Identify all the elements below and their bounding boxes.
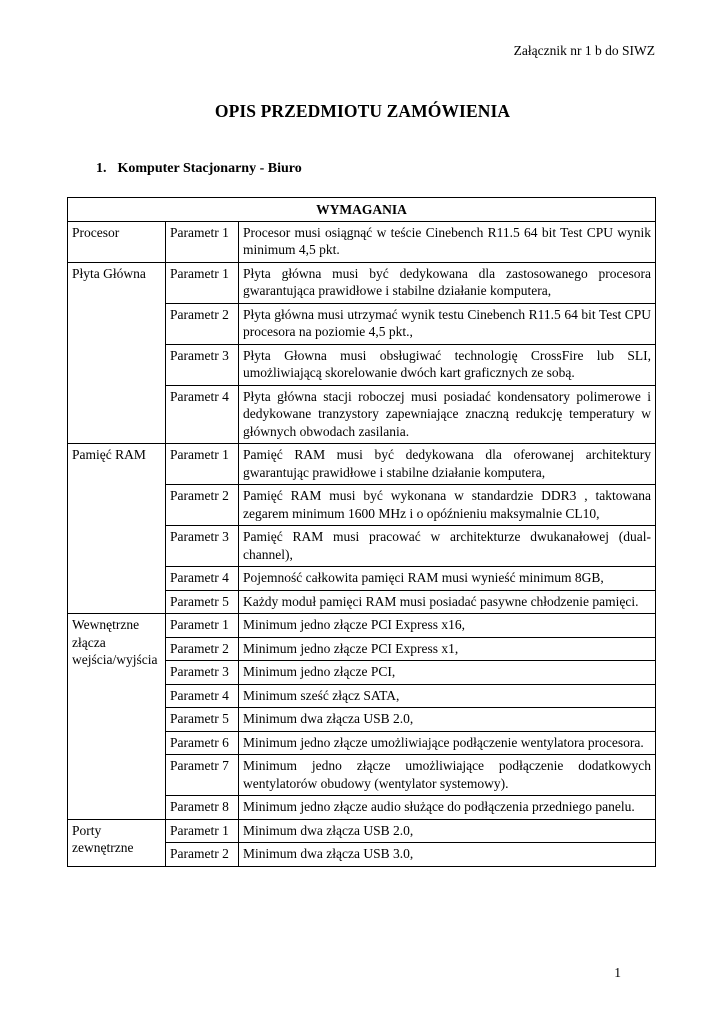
requirement-text: Minimum jedno złącze umożliwiające podłączenie dodatkowych wentylatorów obudowy (wentylator systemowy). [239, 755, 656, 796]
requirement-text: Minimum dwa złącza USB 2.0, [239, 708, 656, 732]
component-label: Wewnętrzne złącza wejścia/wyjścia [68, 614, 166, 820]
requirements-table-body [68, 221, 656, 866]
requirement-text: Minimum dwa złącza USB 2.0, [239, 819, 656, 843]
requirement-text: Pamięć RAM musi być dedykowana dla oferowanej architektury gwarantując prawidłowe i stabilne działanie komputera, [239, 444, 656, 485]
requirement-text: Minimum jedno złącze audio służące do podłączenia przedniego panelu. [239, 796, 656, 820]
component-label: Płyta Główna [68, 262, 166, 444]
requirement-text: Minimum jedno złącze PCI Express x16, [239, 614, 656, 638]
requirement-text: Każdy moduł pamięci RAM musi posiadać pasywne chłodzenie pamięci. [239, 590, 656, 614]
parameter-label: Parametr 7 [166, 755, 239, 796]
parameter-label: Parametr 1 [166, 221, 239, 262]
component-label: Pamięć RAM [68, 444, 166, 614]
table-row [68, 262, 656, 303]
requirement-text: Płyta główna musi utrzymać wynik testu Cinebench R11.5 64 bit Test CPU procesora na poziomie 4,5 pkt., [239, 303, 656, 344]
parameter-label: Parametr 5 [166, 590, 239, 614]
table-row [68, 444, 656, 485]
table-row [68, 614, 656, 638]
requirement-text: Pamięć RAM musi być wykonana w standardzie DDR3 , taktowana zegarem minimum 1600 MHz i o opóźnieniu maksymalnie CL10, [239, 485, 656, 526]
table-row [68, 221, 656, 262]
requirement-text: Minimum jedno złącze umożliwiające podłączenie wentylatora procesora. [239, 731, 656, 755]
parameter-label: Parametr 2 [166, 843, 239, 867]
requirement-text: Minimum jedno złącze PCI Express x1, [239, 637, 656, 661]
parameter-label: Parametr 3 [166, 344, 239, 385]
parameter-label: Parametr 6 [166, 731, 239, 755]
parameter-label: Parametr 4 [166, 385, 239, 444]
requirement-text: Minimum sześć złącz SATA, [239, 684, 656, 708]
component-label: Porty zewnętrzne [68, 819, 166, 866]
parameter-label: Parametr 1 [166, 614, 239, 638]
parameter-label: Parametr 2 [166, 637, 239, 661]
page-number: 1 [614, 965, 621, 980]
parameter-label: Parametr 3 [166, 526, 239, 567]
requirement-text: Płyta główna stacji roboczej musi posiadać kondensatory polimerowe i dedykowane tranzystory zapewniające znaczną redukcję temperatury w głównych obwodach zasilania. [239, 385, 656, 444]
parameter-label: Parametr 4 [166, 684, 239, 708]
component-label: Procesor [68, 221, 166, 262]
requirement-text: Płyta główna musi być dedykowana dla zastosowanego procesora gwarantująca prawidłowe i stabilne działanie komputera, [239, 262, 656, 303]
requirement-text: Płyta Głowna musi obsługiwać technologię CrossFire lub SLI, umożliwiającą skorelowanie dwóch kart graficznych ze sobą. [239, 344, 656, 385]
requirement-text: Pojemność całkowita pamięci RAM musi wynieść minimum 8GB, [239, 567, 656, 591]
table-header: WYMAGANIA [68, 198, 656, 222]
parameter-label: Parametr 1 [166, 444, 239, 485]
requirement-text: Pamięć RAM musi pracować w architekturze dwukanałowej (dual-channel), [239, 526, 656, 567]
parameter-label: Parametr 1 [166, 262, 239, 303]
section-number: 1. [96, 161, 107, 176]
table-row [68, 819, 656, 843]
requirement-text: Minimum dwa złącza USB 3.0, [239, 843, 656, 867]
parameter-label: Parametr 1 [166, 819, 239, 843]
requirement-text: Procesor musi osiągnąć w teście Cinebench R11.5 64 bit Test CPU wynik minimum 4,5 pkt. [239, 221, 656, 262]
parameter-label: Parametr 8 [166, 796, 239, 820]
section-heading [96, 161, 302, 177]
parameter-label: Parametr 3 [166, 661, 239, 685]
parameter-label: Parametr 4 [166, 567, 239, 591]
document-title: OPIS PRZEDMIOTU ZAMÓWIENIA [214, 101, 511, 121]
parameter-label: Parametr 5 [166, 708, 239, 732]
attachment-reference: Załącznik nr 1 b do SIWZ [513, 43, 655, 58]
parameter-label: Parametr 2 [166, 485, 239, 526]
parameter-label: Parametr 2 [166, 303, 239, 344]
requirement-text: Minimum jedno złącze PCI, [239, 661, 656, 685]
section-title: Komputer Stacjonarny - Biuro [117, 161, 302, 176]
requirements-table [67, 197, 656, 867]
table-header-row [68, 198, 656, 222]
